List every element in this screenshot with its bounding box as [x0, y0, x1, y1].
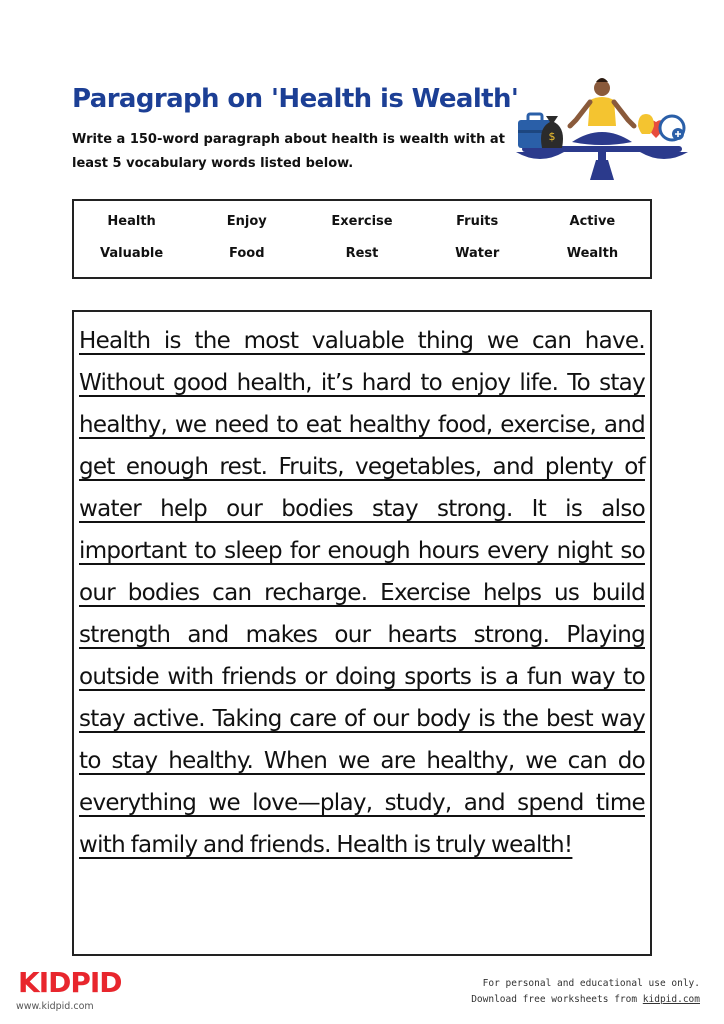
- vocabulary-grid: [74, 213, 650, 263]
- vocab-word: Health: [107, 214, 156, 229]
- vocab-word: Active: [569, 214, 616, 229]
- vocab-word: Water: [455, 246, 500, 261]
- footer-usage-line: For personal and educational use only.: [482, 978, 700, 989]
- balance-scale-meditation-icon: [512, 76, 692, 188]
- vocab-word: Rest: [345, 246, 379, 261]
- paragraph-box: [72, 310, 652, 956]
- footer-note: [471, 976, 700, 1008]
- vocab-word: Exercise: [331, 214, 393, 229]
- vocab-word: Food: [229, 246, 265, 261]
- paragraph-text: Health is the most valuable thing we can have. Without good health, it’s hard to enjoy life. To stay healthy, we need to eat healthy food, exercise, and get enough rest. Fruits, vegetables, and plenty of water help our bodies stay strong. It is also important to sleep for enough hours every night so our bodies can recharge. Exercise helps us build strength and makes our hearts strong. Playing outside with friends or doing sports is a fun way to stay active. Taking care of our body is the best way to stay healthy. When we are healthy, we can do everything we love—play, study, and spend time with family and friends. Health is truly wealth!: [79, 328, 645, 858]
- vocab-word: Fruits: [456, 214, 499, 229]
- vocabulary-box: [72, 199, 652, 279]
- logo-url: www.kidpid.com: [16, 1001, 94, 1012]
- vocab-word: Wealth: [566, 246, 619, 261]
- svg-text:$: $: [548, 130, 556, 143]
- vocab-word: Valuable: [100, 246, 164, 261]
- footer-download-text: Download free worksheets from: [471, 994, 643, 1005]
- kidpid-link[interactable]: kidpid.com: [642, 994, 700, 1005]
- worksheet-title: Paragraph on 'Health is Wealth': [72, 84, 519, 114]
- kidpid-logo: KIDPID: [18, 966, 122, 999]
- worksheet-instructions: Write a 150-word paragraph about health is wealth with at least 5 vocabulary words listed below.: [72, 132, 505, 171]
- vocab-word: Enjoy: [226, 214, 267, 229]
- footer-download-line: [471, 992, 700, 1008]
